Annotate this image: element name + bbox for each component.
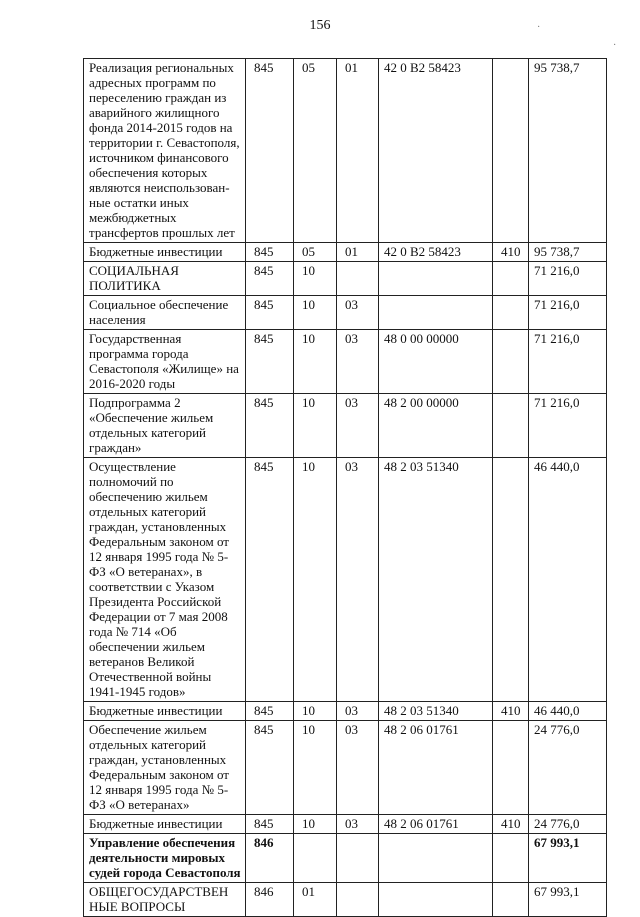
table-row <box>84 883 607 917</box>
row-pr: 03 <box>337 394 379 458</box>
row-rz: 05 <box>294 243 337 262</box>
row-pr: 03 <box>337 296 379 330</box>
row-vr <box>493 834 529 883</box>
row-sum: 67 993,1 <box>529 834 607 883</box>
row-csr: 42 0 B2 58423 <box>379 243 493 262</box>
table-row <box>84 458 607 702</box>
row-ved: 845 <box>246 702 294 721</box>
row-rz: 10 <box>294 815 337 834</box>
row-ved: 845 <box>246 815 294 834</box>
row-csr <box>379 262 493 296</box>
row-name: СОЦИАЛЬНАЯ ПОЛИТИКА <box>84 262 246 296</box>
row-sum: 46 440,0 <box>529 458 607 702</box>
row-sum: 24 776,0 <box>529 815 607 834</box>
table-row <box>84 394 607 458</box>
row-name: Обеспечение жильем отдельных категорий граждан, установленных Федеральным законом от 12 января 1995 года № 5-ФЗ «О ветеранах» <box>84 721 246 815</box>
row-rz: 10 <box>294 458 337 702</box>
row-name: Социальное обеспечение населения <box>84 296 246 330</box>
row-sum: 67 993,1 <box>529 883 607 917</box>
row-name: Бюджетные инвестиции <box>84 243 246 262</box>
row-pr: 03 <box>337 702 379 721</box>
row-vr: 410 <box>493 815 529 834</box>
row-sum: 71 216,0 <box>529 394 607 458</box>
row-csr <box>379 834 493 883</box>
row-vr <box>493 721 529 815</box>
row-sum: 71 216,0 <box>529 330 607 394</box>
row-rz: 05 <box>294 59 337 243</box>
row-rz: 10 <box>294 262 337 296</box>
row-rz: 10 <box>294 296 337 330</box>
page-number: 156 <box>309 18 331 33</box>
scan-mark: · <box>537 22 541 33</box>
row-sum: 95 738,7 <box>529 59 607 243</box>
row-name: ОБЩЕГОСУДАРСТВЕН НЫЕ ВОПРОСЫ <box>84 883 246 917</box>
row-rz: 10 <box>294 394 337 458</box>
row-vr <box>493 394 529 458</box>
row-pr: 01 <box>337 59 379 243</box>
table-row <box>84 834 607 883</box>
row-name: Бюджетные инвестиции <box>84 702 246 721</box>
row-csr: 48 0 00 00000 <box>379 330 493 394</box>
scan-mark: · <box>613 40 617 51</box>
row-name: Управление обеспечения деятельности мировых судей города Севастополя <box>84 834 246 883</box>
row-csr: 48 2 06 01761 <box>379 721 493 815</box>
row-rz: 10 <box>294 330 337 394</box>
row-pr: 01 <box>337 243 379 262</box>
table-row <box>84 262 607 296</box>
table-row <box>84 702 607 721</box>
row-rz <box>294 834 337 883</box>
row-sum: 46 440,0 <box>529 702 607 721</box>
row-ved: 845 <box>246 721 294 815</box>
row-name: Реализация региональных адресных программ по переселению граждан из аварийного жилищного фонда 2014-2015 годов на территории г. Севастополя, источником финансового обеспечения которых являются неиспользован-ные остатки иных межбюджетных трансфертов прошлых лет <box>84 59 246 243</box>
row-sum: 24 776,0 <box>529 721 607 815</box>
row-sum: 71 216,0 <box>529 262 607 296</box>
row-rz: 10 <box>294 702 337 721</box>
row-vr <box>493 330 529 394</box>
table-row <box>84 815 607 834</box>
row-pr <box>337 883 379 917</box>
row-pr: 03 <box>337 330 379 394</box>
row-vr <box>493 262 529 296</box>
table-row <box>84 59 607 243</box>
row-ved: 846 <box>246 883 294 917</box>
row-pr: 03 <box>337 721 379 815</box>
row-pr <box>337 262 379 296</box>
row-pr <box>337 834 379 883</box>
row-csr: 48 2 06 01761 <box>379 815 493 834</box>
row-ved: 845 <box>246 296 294 330</box>
row-vr <box>493 458 529 702</box>
row-vr: 410 <box>493 702 529 721</box>
row-name: Бюджетные инвестиции <box>84 815 246 834</box>
row-csr: 48 2 03 51340 <box>379 458 493 702</box>
table-row <box>84 296 607 330</box>
row-ved: 845 <box>246 458 294 702</box>
row-csr <box>379 296 493 330</box>
row-sum: 71 216,0 <box>529 296 607 330</box>
row-pr: 03 <box>337 815 379 834</box>
budget-table <box>83 58 607 917</box>
row-name: Государственная программа города Севастополя «Жилище» на 2016-2020 годы <box>84 330 246 394</box>
row-vr <box>493 883 529 917</box>
table-row <box>84 330 607 394</box>
row-vr <box>493 296 529 330</box>
row-ved: 845 <box>246 394 294 458</box>
row-ved: 845 <box>246 243 294 262</box>
row-pr: 03 <box>337 458 379 702</box>
row-sum: 95 738,7 <box>529 243 607 262</box>
row-csr: 48 2 03 51340 <box>379 702 493 721</box>
row-ved: 845 <box>246 262 294 296</box>
row-vr: 410 <box>493 243 529 262</box>
row-csr: 48 2 00 00000 <box>379 394 493 458</box>
row-rz: 10 <box>294 721 337 815</box>
table-row <box>84 243 607 262</box>
row-ved: 845 <box>246 330 294 394</box>
row-name: Подпрограмма 2 «Обеспечение жильем отдельных категорий граждан» <box>84 394 246 458</box>
row-name: Осуществление полномочий по обеспечению жильем отдельных категорий граждан, установленных Федеральным законом от 12 января 1995 года № 5-ФЗ «О ветеранах», в соответствии с Указом Президента Российской Федерации от 7 мая 2008 года № 714 «Об обеспечении жильем ветеранов Великой Отечественной войны 1941-1945 годов» <box>84 458 246 702</box>
row-ved: 846 <box>246 834 294 883</box>
row-ved: 845 <box>246 59 294 243</box>
row-csr: 42 0 B2 58423 <box>379 59 493 243</box>
row-csr <box>379 883 493 917</box>
row-vr <box>493 59 529 243</box>
table-row <box>84 721 607 815</box>
row-rz: 01 <box>294 883 337 917</box>
